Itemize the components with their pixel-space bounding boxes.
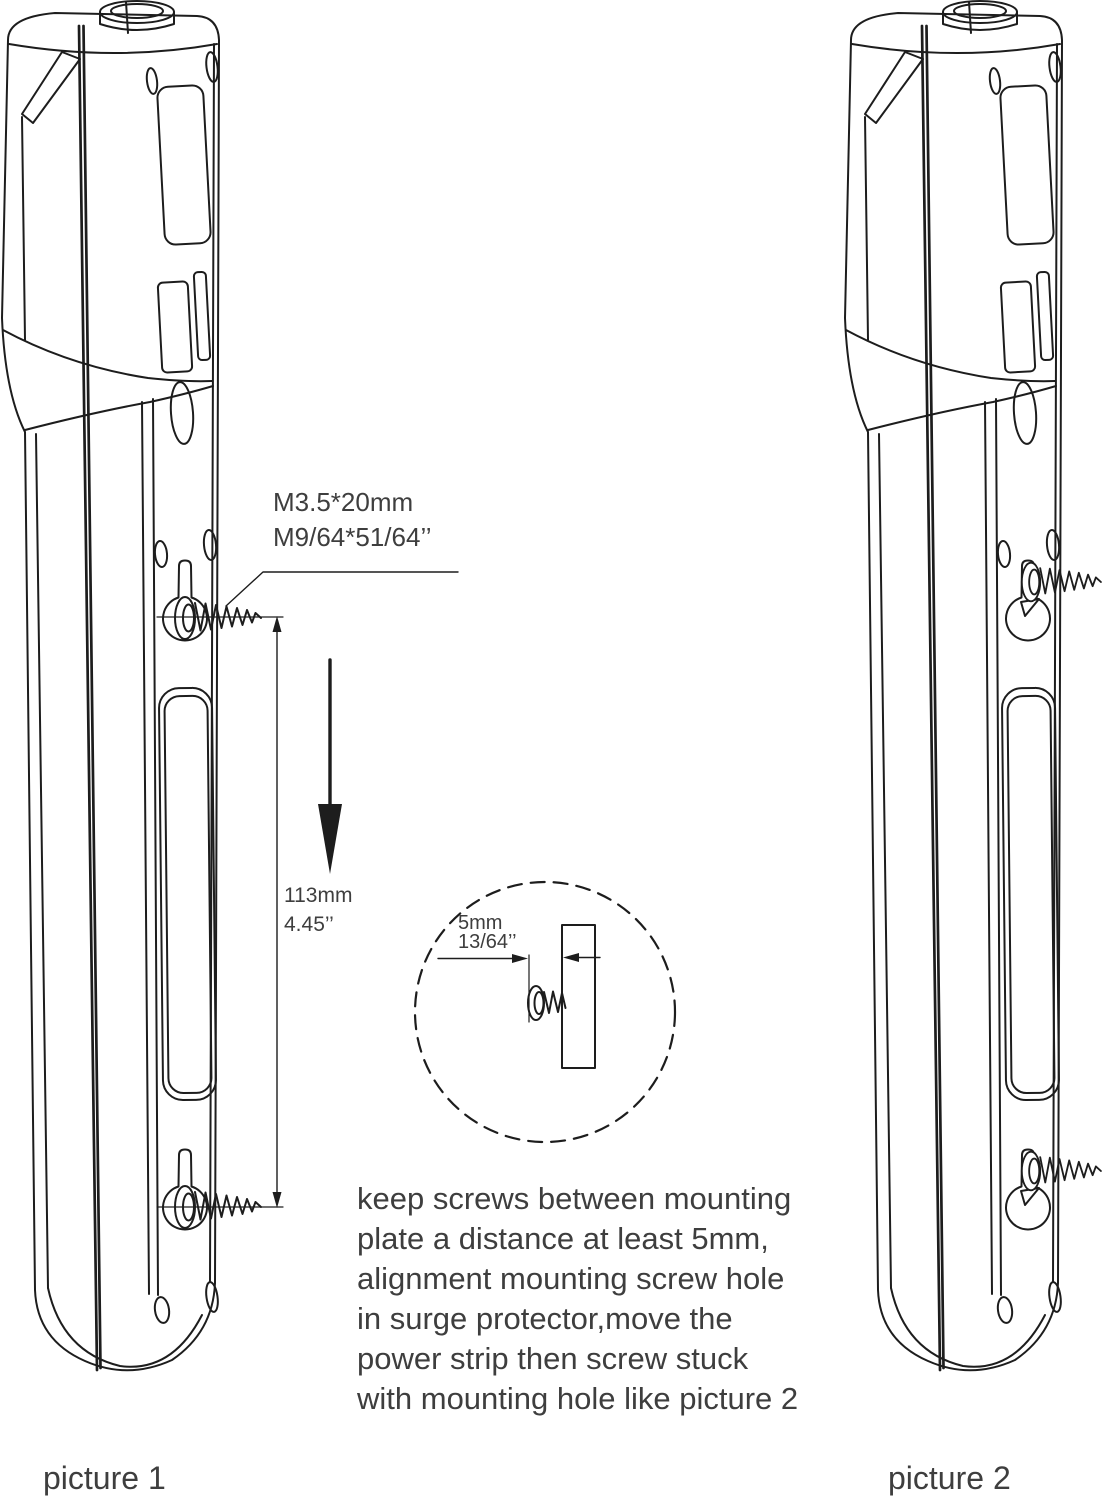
hole-distance-line1: 113mm [284, 884, 353, 907]
wall-plate [562, 925, 595, 1068]
gap-dimension-arrows [438, 953, 600, 1022]
screw-spec-line2: M9/64*51/64’’ [273, 522, 432, 552]
instruction-line: keep screws between mounting [357, 1181, 792, 1216]
instruction-line: in surge protector,move the [357, 1301, 733, 1336]
wall-gap-line2: 13/64’’ [458, 931, 517, 953]
instruction-paragraph [356, 1181, 798, 1416]
caption-picture-2: picture 2 [888, 1460, 1011, 1496]
screw-spec-line1: M3.5*20mm [273, 487, 414, 517]
instruction-line: alignment mounting screw hole [357, 1261, 785, 1296]
instruction-line: power strip then screw stuck [357, 1341, 749, 1376]
power-strip-drawing-1 [2, 1, 261, 1370]
power-strip-drawing-2 [845, 1, 1101, 1370]
instruction-line: with mounting hole like picture 2 [357, 1381, 799, 1416]
wall-gap-line1: 5mm [458, 912, 503, 934]
hole-distance-line2: 4.45’’ [284, 913, 334, 936]
detail-circle [415, 882, 675, 1142]
instruction-line: plate a distance at least 5mm, [357, 1221, 769, 1256]
leader-line [226, 572, 458, 606]
move-down-arrow [318, 660, 342, 874]
mounting-screw-top-2 [1022, 563, 1101, 602]
mounting-screw-bottom-2 [1022, 1152, 1101, 1191]
detail-screw [528, 986, 566, 1020]
caption-picture-1: picture 1 [43, 1460, 166, 1496]
distance-dimension-line [273, 616, 282, 1208]
